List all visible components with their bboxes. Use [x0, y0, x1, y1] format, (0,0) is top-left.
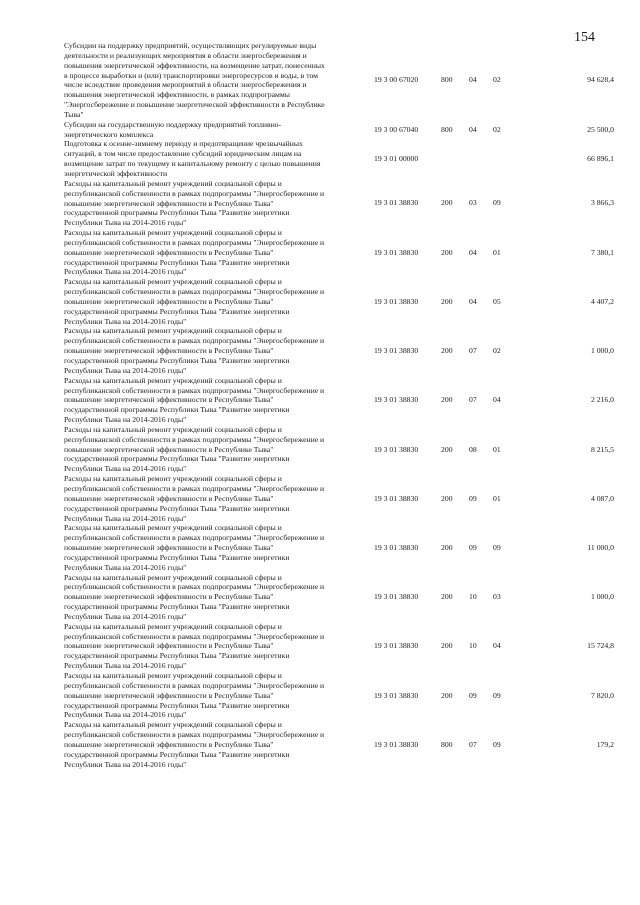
section-code: 07 [469, 739, 477, 749]
section-code: 07 [469, 346, 477, 356]
classification-code: 19 3 01 00000 [374, 154, 419, 164]
table-row [64, 228, 614, 277]
amount-value: 66 896,1 [587, 154, 614, 164]
subsection-code: 09 [493, 542, 501, 552]
expense-type-code: 200 [441, 690, 453, 700]
section-code: 07 [469, 395, 477, 405]
row-description: Расходы на капитальный ремонт учреждений социальной сферы и республиканской собственности в рамках подпрограммы "Энергосбережение и повышение энергетической эффективности в Республике Тыва" государственной программы Республики Тыва "Развитие энергетики Республики Тыва на 2014-2016 годы" [64, 424, 325, 474]
subsection-code: 01 [493, 247, 501, 257]
classification-code: 19 3 01 38830 [374, 198, 419, 208]
amount-value: 4 407,2 [590, 296, 614, 306]
amount-value: 4 087,0 [590, 493, 614, 503]
expense-type-code: 800 [441, 739, 453, 749]
expense-type-code: 200 [441, 395, 453, 405]
row-description: Расходы на капитальный ремонт учреждений социальной сферы и республиканской собственности в рамках подпрограммы "Энергосбережение и повышение энергетической эффективности в Республике Тыва" государственной программы Республики Тыва "Развитие энергетики Республики Тыва на 2014-2016 годы" [64, 474, 325, 523]
table-row [64, 474, 614, 523]
table-row [64, 179, 614, 228]
row-description: Подготовка к осенне-зимнему периоду и предотвращение чрезвычайных ситуаций, в том числе предоставление субсидий юридическим лицам на возмещение затрат по текущему и капитальному ремонту с целью повышения энергетической эффективности [64, 139, 321, 178]
classification-code: 19 3 00 67040 [374, 124, 419, 134]
amount-value: 8 215,5 [590, 444, 614, 454]
table-row [64, 523, 614, 572]
classification-code: 19 3 01 38830 [374, 690, 419, 700]
section-code: 09 [469, 542, 477, 552]
classification-code: 19 3 01 38830 [374, 739, 419, 749]
row-description: Расходы на капитальный ремонт учреждений социальной сферы и республиканской собственности в рамках подпрограммы "Энергосбережение и повышение энергетической эффективности в Республике Тыва" государственной программы Республики Тыва "Развитие энергетики Республики Тыва на 2014-2016 годы" [64, 523, 325, 572]
classification-code: 19 3 00 67020 [374, 75, 419, 85]
classification-code: 19 3 01 38830 [374, 395, 419, 405]
expense-type-code: 800 [441, 75, 453, 85]
amount-value: 15 724,8 [587, 641, 614, 651]
subsection-code: 02 [493, 346, 501, 356]
section-code: 04 [469, 296, 477, 306]
classification-code: 19 3 01 38830 [374, 346, 419, 356]
expense-type-code: 200 [441, 296, 453, 306]
classification-code: 19 3 01 38830 [374, 444, 419, 454]
expense-type-code: 200 [441, 542, 453, 552]
section-code: 08 [469, 444, 477, 454]
table-row [64, 41, 614, 120]
row-description: Расходы на капитальный ремонт учреждений социальной сферы и республиканской собственности в рамках подпрограммы "Энергосбережение и повышение энергетической эффективности в Республике Тыва" государственной программы Республики Тыва "Развитие энергетики Республики Тыва на 2014-2016 годы" [64, 178, 325, 228]
section-code: 04 [469, 75, 477, 85]
table-row [64, 376, 614, 425]
subsection-code: 02 [493, 75, 501, 85]
table-row [64, 671, 614, 720]
section-code: 09 [469, 493, 477, 503]
amount-value: 11 000,0 [587, 542, 614, 552]
row-description: Расходы на капитальный ремонт учреждений социальной сферы и республиканской собственности в рамках подпрограммы "Энергосбережение и повышение энергетической эффективности в Республике Тыва" государственной программы Республики Тыва "Развитие энергетики Республики Тыва на 2014-2016 годы" [64, 375, 325, 425]
row-description: Расходы на капитальный ремонт учреждений социальной сферы и республиканской собственности в рамках подпрограммы "Энергосбережение и повышение энергетической эффективности в Республике Тыва" государственной программы Республики Тыва "Развитие энергетики Республики Тыва на 2014-2016 годы" [64, 572, 325, 621]
subsection-code: 09 [493, 739, 501, 749]
classification-code: 19 3 01 38830 [374, 542, 419, 552]
classification-code: 19 3 01 38830 [374, 247, 419, 257]
expense-type-code: 800 [441, 124, 453, 134]
section-code: 09 [469, 690, 477, 700]
expense-type-code: 200 [441, 641, 453, 651]
table-row [64, 277, 614, 326]
expense-type-code: 200 [441, 493, 453, 503]
page-number: 154 [574, 30, 595, 45]
amount-value: 94 628,4 [587, 75, 614, 85]
row-description: Расходы на капитальный ремонт учреждений социальной сферы и республиканской собственности в рамках подпрограммы "Энергосбережение и повышение энергетической эффективности в Республике Тыва" государственной программы Республики Тыва "Развитие энергетики Республики Тыва на 2014-2016 годы" [64, 720, 325, 769]
budget-table [64, 41, 614, 769]
amount-value: 7 820,0 [590, 690, 614, 700]
classification-code: 19 3 01 38830 [374, 493, 419, 503]
amount-value: 1 000,0 [590, 592, 614, 602]
expense-type-code: 200 [441, 444, 453, 454]
amount-value: 7 380,1 [590, 247, 614, 257]
section-code: 03 [469, 198, 477, 208]
table-row [64, 622, 614, 671]
row-description: Расходы на капитальный ремонт учреждений социальной сферы и республиканской собственности в рамках подпрограммы "Энергосбережение и повышение энергетической эффективности в Республике Тыва" государственной программы Республики Тыва "Развитие энергетики Республики Тыва на 2014-2016 годы" [64, 671, 325, 720]
subsection-code: 01 [493, 493, 501, 503]
table-row [64, 120, 614, 140]
amount-value: 179,2 [596, 739, 614, 749]
expense-type-code: 200 [441, 198, 453, 208]
subsection-code: 04 [493, 641, 501, 651]
amount-value: 1 000,0 [590, 346, 614, 356]
row-description: Субсидии на государственную поддержку предприятий топливно- энергетического комплекса [64, 119, 282, 139]
subsection-code: 09 [493, 198, 501, 208]
subsection-code: 02 [493, 124, 501, 134]
amount-value: 2 216,0 [590, 395, 614, 405]
expense-type-code: 200 [441, 346, 453, 356]
section-code: 10 [469, 641, 477, 651]
row-description: Расходы на капитальный ремонт учреждений социальной сферы и республиканской собственности в рамках подпрограммы "Энергосбережение и повышение энергетической эффективности в Республике Тыва" государственной программы Республики Тыва "Развитие энергетики Республики Тыва на 2014-2016 годы" [64, 326, 325, 375]
classification-code: 19 3 01 38830 [374, 296, 419, 306]
row-description: Расходы на капитальный ремонт учреждений социальной сферы и республиканской собственности в рамках подпрограммы "Энергосбережение и повышение энергетической эффективности в Республике Тыва" государственной программы Республики Тыва "Развитие энергетики Республики Тыва на 2014-2016 годы" [64, 277, 325, 326]
subsection-code: 09 [493, 690, 501, 700]
table-row [64, 425, 614, 474]
classification-code: 19 3 01 38830 [374, 592, 419, 602]
section-code: 10 [469, 592, 477, 602]
classification-code: 19 3 01 38830 [374, 641, 419, 651]
table-row [64, 573, 614, 622]
table-row [64, 139, 614, 178]
table-row [64, 326, 614, 375]
section-code: 04 [469, 124, 477, 134]
row-description: Расходы на капитальный ремонт учреждений социальной сферы и республиканской собственности в рамках подпрограммы "Энергосбережение и повышение энергетической эффективности в Республике Тыва" государственной программы Республики Тыва "Развитие энергетики Республики Тыва на 2014-2016 годы" [64, 228, 325, 277]
expense-type-code: 200 [441, 247, 453, 257]
row-description: Расходы на капитальный ремонт учреждений социальной сферы и республиканской собственности в рамках подпрограммы "Энергосбережение и повышение энергетической эффективности в Республике Тыва" государственной программы Республики Тыва "Развитие энергетики Республики Тыва на 2014-2016 годы" [64, 621, 325, 671]
subsection-code: 05 [493, 296, 501, 306]
table-row [64, 720, 614, 769]
amount-value: 25 500,0 [587, 124, 614, 134]
subsection-code: 03 [493, 592, 501, 602]
subsection-code: 01 [493, 444, 501, 454]
row-description: Субсидии на поддержку предприятий, осуществляющих регулируемые виды деятельности и реализующих мероприятия в области энергосбережения и повышения энергетической эффективности, на возмещение затрат, понесенных в процессе выработки и (или) транспортировки энергоресурсов и воды, в том числе вследствие проведения мероприятий в области энергосбережения и повышения энергетической эффективности, в рамках подпрограммы "Энергосбережение и повышение энергетической эффективности в Республике Тыва" [64, 41, 325, 119]
subsection-code: 04 [493, 395, 501, 405]
amount-value: 3 866,3 [590, 198, 614, 208]
expense-type-code: 200 [441, 592, 453, 602]
section-code: 04 [469, 247, 477, 257]
